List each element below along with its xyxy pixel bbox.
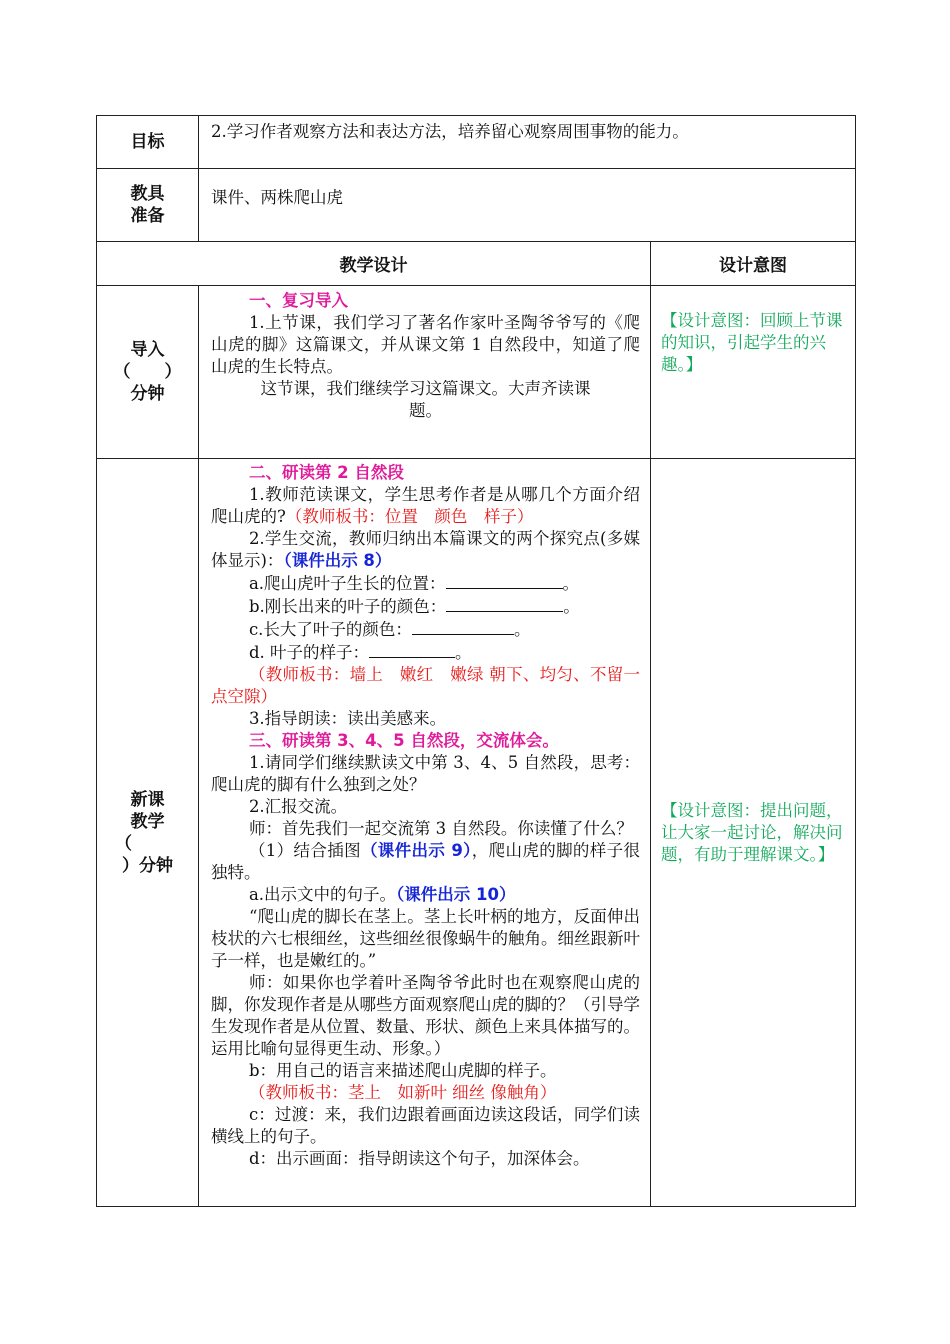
intro-design-cell xyxy=(199,286,651,459)
answer-blank-a xyxy=(446,572,563,589)
task-1: 1.请同学们继续默读文中第 3、4、5 自然段，思考：爬山虎的脚有什么独到之处？ xyxy=(211,753,640,794)
goal-text: 2.学习作者观察方法和表达方法，培养留心观察周围事物的能力。 xyxy=(199,116,856,169)
answer-blank-d xyxy=(369,641,455,658)
intro-paragraph-1: 1.上节课，我们学习了著名作家叶圣陶爷爷写的《爬山虎的脚》这篇课文，并从课文第 1 自然段中，知道了爬山虎的生长特点。 xyxy=(211,313,640,376)
task-7: b：用自己的语言来描述爬山虎脚的样子。 xyxy=(248,1061,557,1080)
tools-text: 课件、两株爬山虎 xyxy=(199,169,856,242)
intro-label xyxy=(97,286,199,459)
goal-row xyxy=(97,116,856,169)
new-lesson-label-line2: 教学 xyxy=(130,811,165,832)
new-lesson-row xyxy=(97,459,856,1207)
section-3-heading: 三、研读第 3、4、5 自然段，交流体会。 xyxy=(248,731,559,750)
step-2: 2.学生交流，教师归纳出本篇课文的两个探究点(多媒体显示)：（课件出示 8） xyxy=(211,529,640,570)
tools-label-line2: 准备 xyxy=(130,206,165,226)
task-9: d：出示画面：指导朗读这个句子，加深体会。 xyxy=(248,1149,590,1168)
new-lesson-label-line1: 新课 xyxy=(130,789,165,810)
tools-label-line1: 教具 xyxy=(130,184,165,204)
new-lesson-label-line4: ）分钟 xyxy=(122,855,173,876)
task-6: 师：如果你也学着叶圣陶爷爷此时也在观察爬山虎的脚，你发现作者是从哪些方面观察爬山虎的脚的？（引导学生发现作者是从位置、数量、形状、颜色上来具体描写的。运用比喻句显得更生动、形象。） xyxy=(211,973,640,1058)
intro-label-line3: 分钟 xyxy=(130,384,165,404)
question-b: b.刚长出来的叶子的颜色： 。 xyxy=(248,597,580,616)
question-d: d. 叶子的样子： 。 xyxy=(248,643,472,662)
intro-heading: 一、复习导入 xyxy=(248,291,348,310)
tools-row xyxy=(97,169,856,242)
task-2: 2.汇报交流。 xyxy=(248,797,348,816)
intro-paragraph-2-tail: 题。 xyxy=(409,401,442,420)
step-1: 1.教师范读课文，学生思考作者是从哪几个方面介绍爬山虎的?（教师板书：位置 颜色 样子） xyxy=(211,485,640,526)
question-a: a.爬山虎叶子生长的位置： 。 xyxy=(248,574,580,593)
answer-blank-b xyxy=(446,595,563,612)
goal-label: 目标 xyxy=(97,116,199,169)
new-lesson-intent-cell: 【设计意图：提出问题，让大家一起讨论，解决问题，有助于理解课文。】 xyxy=(651,459,856,1207)
new-lesson-design-cell xyxy=(199,459,651,1207)
task-3: 师：首先我们一起交流第 3 自然段。你读懂了什么？ xyxy=(248,819,633,838)
task-4: （1）结合插图（课件出示 9），爬山虎的脚的样子很独特。 xyxy=(211,841,640,882)
intro-intent-cell: 【设计意图：回顾上节课的知识，引起学生的兴趣。】 xyxy=(651,286,856,459)
lesson-plan-table xyxy=(96,115,856,1207)
new-lesson-label xyxy=(97,459,199,1207)
task-5: a.出示文中的句子。（课件出示 10） xyxy=(248,885,516,904)
tools-label xyxy=(97,169,199,242)
task-8: c：过渡：来，我们边跟着画面边读这段话，同学们读横线上的句子。 xyxy=(211,1105,640,1146)
board-note-2: （教师板书：墙上 嫩红 嫩绿 朝下、均匀、不留一点空隙） xyxy=(211,665,640,706)
design-header: 教学设计 xyxy=(97,242,651,286)
new-lesson-label-line3: （ xyxy=(115,833,132,854)
intro-paragraph-2: 这节课，我们继续学习这篇课文。大声齐读课 xyxy=(260,379,591,398)
header-row xyxy=(97,242,856,286)
section-2-heading: 二、研读第 2 自然段 xyxy=(248,463,404,482)
answer-blank-c xyxy=(412,618,514,635)
question-c: c.长大了叶子的颜色： 。 xyxy=(248,620,531,639)
board-note-3: （教师板书：茎上 如新叶 细丝 像触角） xyxy=(248,1083,557,1102)
quote-sentence: “爬山虎的脚长在茎上。茎上长叶柄的地方，反面伸出枝状的六七根细丝，这些细丝很像蜗牛的触角。细丝跟新叶子一样，也是嫩红的。” xyxy=(211,907,640,970)
intro-row xyxy=(97,286,856,459)
intent-header: 设计意图 xyxy=(651,242,856,286)
step-3: 3.指导朗读：读出美感来。 xyxy=(248,709,447,728)
intro-label-line1: 导入 xyxy=(130,340,165,360)
intro-label-line2: （ ） xyxy=(113,362,182,382)
